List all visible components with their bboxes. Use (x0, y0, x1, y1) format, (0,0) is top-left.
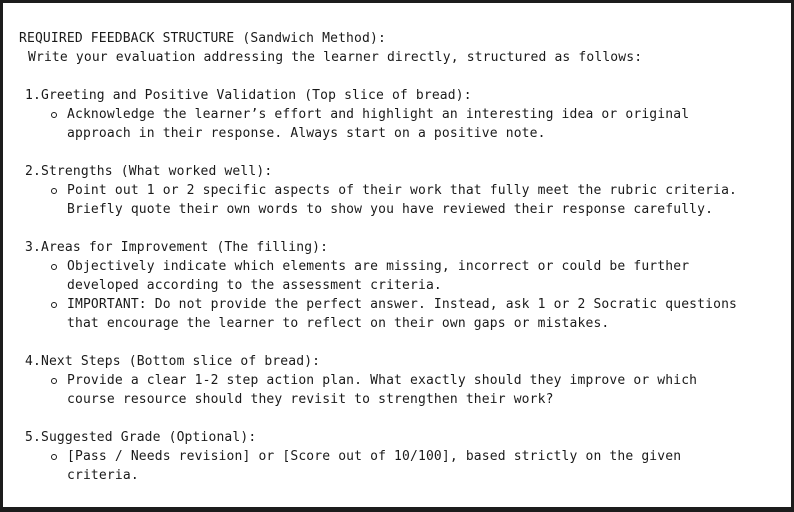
section-title-text: Strengths (What worked well): (40, 164, 273, 179)
bullet-line: Briefly quote their own words to show you have reviewed their response carefully. (67, 202, 714, 217)
hollow-bullet-icon (51, 302, 57, 308)
section-title-text: Greeting and Positive Validation (Top slice of bread): (40, 88, 472, 103)
bullet-list (19, 257, 785, 333)
section-suggested-grade (19, 428, 785, 485)
section-title (25, 86, 785, 105)
section-title-text: Next Steps (Bottom slice of bread): (40, 354, 321, 369)
section-title-text: Suggested Grade (Optional): (40, 430, 257, 445)
bullet-list (19, 371, 785, 409)
hollow-bullet-icon (51, 112, 57, 118)
bullet-line: [Pass / Needs revision] or [Score out of 10/100], based strictly on the given (67, 449, 682, 464)
bullet-line: criteria. (67, 468, 139, 483)
section-title (25, 162, 785, 181)
hollow-bullet-icon (51, 264, 57, 270)
bullet-item (19, 447, 785, 485)
hollow-bullet-icon (51, 378, 57, 384)
section-number: 5. (25, 430, 41, 445)
bullet-line: IMPORTANT: Do not provide the perfect answer. Instead, ask 1 or 2 Socratic questions (67, 297, 738, 312)
bullet-line: developed according to the assessment criteria. (67, 278, 442, 293)
section-number: 1. (25, 88, 41, 103)
section-strengths (19, 162, 785, 219)
bullet-line: Point out 1 or 2 specific aspects of their work that fully meet the rubric criteria. (67, 183, 738, 198)
bullet-item (19, 257, 785, 295)
bullet-list (19, 105, 785, 143)
bullet-item (19, 371, 785, 409)
section-number: 3. (25, 240, 41, 255)
section-next-steps (19, 352, 785, 409)
bullet-list (19, 447, 785, 485)
bullet-line: that encourage the learner to reflect on their own gaps or mistakes. (67, 316, 610, 331)
bullet-item (19, 295, 785, 333)
bullet-item (19, 105, 785, 143)
hollow-bullet-icon (51, 188, 57, 194)
bullet-line: Acknowledge the learner’s effort and highlight an interesting idea or original (67, 107, 690, 122)
bullet-line: course resource should they revisit to strengthen their work? (67, 392, 554, 407)
section-title-text: Areas for Improvement (The filling): (40, 240, 329, 255)
document-intro: Write your evaluation addressing the learner directly, structured as follows: (28, 50, 643, 65)
hollow-bullet-icon (51, 454, 57, 460)
bullet-line: Provide a clear 1-2 step action plan. What exactly should they improve or which (67, 373, 698, 388)
document-heading: REQUIRED FEEDBACK STRUCTURE (Sandwich Method): (19, 31, 386, 46)
section-greeting (19, 86, 785, 143)
section-title (25, 428, 785, 447)
bullet-line: approach in their response. Always start on a positive note. (67, 126, 546, 141)
bullet-list (19, 181, 785, 219)
feedback-instructions (19, 29, 785, 485)
bullet-item (19, 181, 785, 219)
section-title (25, 238, 785, 257)
section-number: 4. (25, 354, 41, 369)
section-title (25, 352, 785, 371)
section-number: 2. (25, 164, 41, 179)
bullet-line: Objectively indicate which elements are missing, incorrect or could be further (67, 259, 690, 274)
section-improvement (19, 238, 785, 333)
